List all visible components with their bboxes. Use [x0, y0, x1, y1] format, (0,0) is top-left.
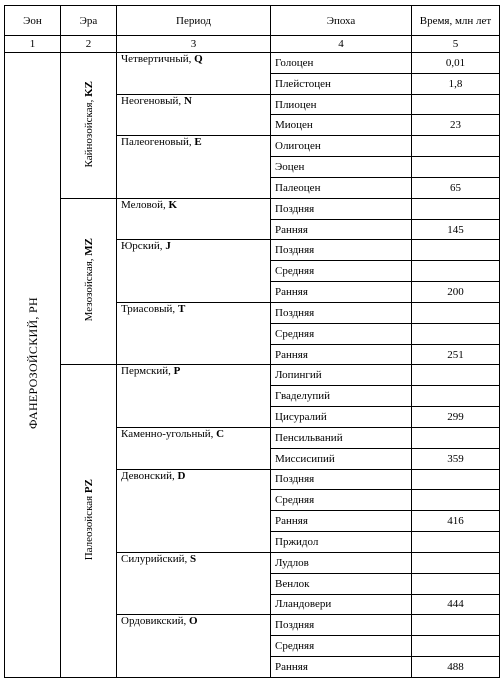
epoch-cell: Ранняя	[271, 657, 412, 678]
era-label	[82, 479, 96, 560]
period-name: Меловой,	[121, 198, 166, 211]
header-epoch: Эпоха	[271, 6, 412, 36]
header-eon: Эон	[5, 6, 61, 36]
period-symbol: Q	[194, 53, 203, 65]
epoch-cell: Ранняя	[271, 219, 412, 240]
time-cell	[412, 365, 500, 386]
era-symbol: PZ	[82, 479, 95, 494]
epoch-cell: Палеоцен	[271, 177, 412, 198]
geologic-time-table	[4, 5, 500, 678]
epoch-cell: Пржидол	[271, 532, 412, 553]
header-era: Эра	[61, 6, 117, 36]
period-cell	[117, 302, 271, 364]
period-cell	[117, 53, 271, 95]
period-symbol: T	[177, 302, 186, 315]
period-symbol: C	[216, 427, 225, 440]
period-cell	[117, 615, 271, 678]
period-cell	[117, 552, 271, 614]
epoch-cell: Лландовери	[271, 594, 412, 615]
epoch-cell: Олигоцен	[271, 136, 412, 157]
era-name: Палеозойская	[82, 495, 95, 561]
epoch-cell: Средняя	[271, 261, 412, 282]
table-row	[5, 365, 500, 386]
column-number: 4	[271, 36, 412, 53]
column-number: 3	[117, 36, 271, 53]
period-symbol: K	[168, 198, 178, 211]
era-label	[82, 81, 96, 167]
column-number-row	[5, 36, 500, 53]
time-cell: 488	[412, 657, 500, 678]
epoch-cell: Средняя	[271, 323, 412, 344]
period-cell	[117, 94, 271, 136]
table-row	[5, 53, 500, 74]
time-cell	[412, 240, 500, 261]
time-cell: 0,01	[412, 53, 500, 74]
time-cell	[412, 94, 500, 115]
period-name: Неогеновый,	[121, 94, 182, 107]
epoch-cell: Средняя	[271, 636, 412, 657]
time-cell: 65	[412, 177, 500, 198]
table-body	[5, 53, 500, 678]
time-cell	[412, 427, 500, 448]
period-name: Триасовый,	[121, 302, 176, 315]
epoch-cell: Гваделупий	[271, 386, 412, 407]
period-name: Ордовикский,	[121, 615, 187, 628]
header-row	[5, 6, 500, 36]
period-name: Девонский,	[121, 469, 175, 482]
epoch-cell: Поздняя	[271, 240, 412, 261]
period-symbol: O	[189, 615, 198, 628]
epoch-cell: Миссисипий	[271, 448, 412, 469]
time-cell	[412, 157, 500, 178]
period-cell	[117, 427, 271, 469]
time-cell	[412, 261, 500, 282]
header-period: Период	[117, 6, 271, 36]
time-cell	[412, 386, 500, 407]
period-symbol: D	[177, 469, 186, 482]
epoch-cell: Лопингий	[271, 365, 412, 386]
time-cell: 200	[412, 282, 500, 303]
eon-symbol: PH	[25, 297, 40, 314]
time-cell	[412, 198, 500, 219]
epoch-cell: Лудлов	[271, 552, 412, 573]
time-cell: 23	[412, 115, 500, 136]
epoch-cell: Цисуралий	[271, 407, 412, 428]
epoch-cell: Ранняя	[271, 282, 412, 303]
epoch-cell: Поздняя	[271, 615, 412, 636]
time-cell	[412, 490, 500, 511]
time-cell: 299	[412, 407, 500, 428]
table-row	[5, 198, 500, 219]
period-name: Четвертичный,	[121, 53, 192, 65]
time-cell	[412, 302, 500, 323]
epoch-cell: Плиоцен	[271, 94, 412, 115]
time-cell: 416	[412, 511, 500, 532]
period-name: Пермский,	[121, 365, 171, 378]
time-cell	[412, 532, 500, 553]
period-cell	[117, 136, 271, 198]
time-cell	[412, 469, 500, 490]
period-symbol: P	[173, 365, 181, 378]
epoch-cell: Средняя	[271, 490, 412, 511]
era-cell	[61, 198, 117, 365]
time-cell: 145	[412, 219, 500, 240]
time-cell	[412, 323, 500, 344]
era-name: Мезозойская,	[82, 258, 95, 322]
era-name: Кайнозойская,	[82, 99, 95, 168]
time-cell	[412, 552, 500, 573]
time-cell	[412, 636, 500, 657]
time-cell: 251	[412, 344, 500, 365]
column-number: 1	[5, 36, 61, 53]
epoch-cell: Ранняя	[271, 511, 412, 532]
period-name: Силурийский,	[121, 552, 188, 565]
era-label	[82, 238, 96, 321]
eon-label	[26, 297, 40, 429]
time-cell	[412, 136, 500, 157]
period-name: Юрский,	[121, 240, 163, 253]
period-symbol: N	[183, 94, 192, 107]
period-cell	[117, 240, 271, 302]
time-cell: 1,8	[412, 73, 500, 94]
time-cell	[412, 573, 500, 594]
era-symbol: MZ	[82, 238, 95, 257]
epoch-cell: Ранняя	[271, 344, 412, 365]
epoch-cell: Поздняя	[271, 198, 412, 219]
time-cell: 359	[412, 448, 500, 469]
period-cell	[117, 469, 271, 552]
period-symbol: J	[165, 240, 171, 253]
epoch-cell: Миоцен	[271, 115, 412, 136]
epoch-cell: Эоцен	[271, 157, 412, 178]
era-symbol: KZ	[82, 80, 95, 97]
column-number: 5	[412, 36, 500, 53]
era-cell	[61, 365, 117, 678]
epoch-cell: Венлок	[271, 573, 412, 594]
period-cell	[117, 198, 271, 240]
epoch-cell: Плейстоцен	[271, 73, 412, 94]
header-time: Время, млн лет	[412, 6, 500, 36]
eon-cell	[5, 53, 61, 678]
eon-name: ФАНЕРОЗОЙСКИЙ,	[25, 316, 40, 430]
epoch-cell: Голоцен	[271, 53, 412, 74]
column-number: 2	[61, 36, 117, 53]
period-name: Палеогеновый,	[121, 136, 192, 149]
era-cell	[61, 53, 117, 199]
period-name: Каменно-угольный,	[121, 427, 214, 440]
period-cell	[117, 365, 271, 427]
epoch-cell: Поздняя	[271, 302, 412, 323]
period-symbol: E	[194, 136, 202, 149]
time-cell: 444	[412, 594, 500, 615]
time-cell	[412, 615, 500, 636]
epoch-cell: Поздняя	[271, 469, 412, 490]
period-symbol: S	[190, 552, 197, 565]
epoch-cell: Пенсильваний	[271, 427, 412, 448]
